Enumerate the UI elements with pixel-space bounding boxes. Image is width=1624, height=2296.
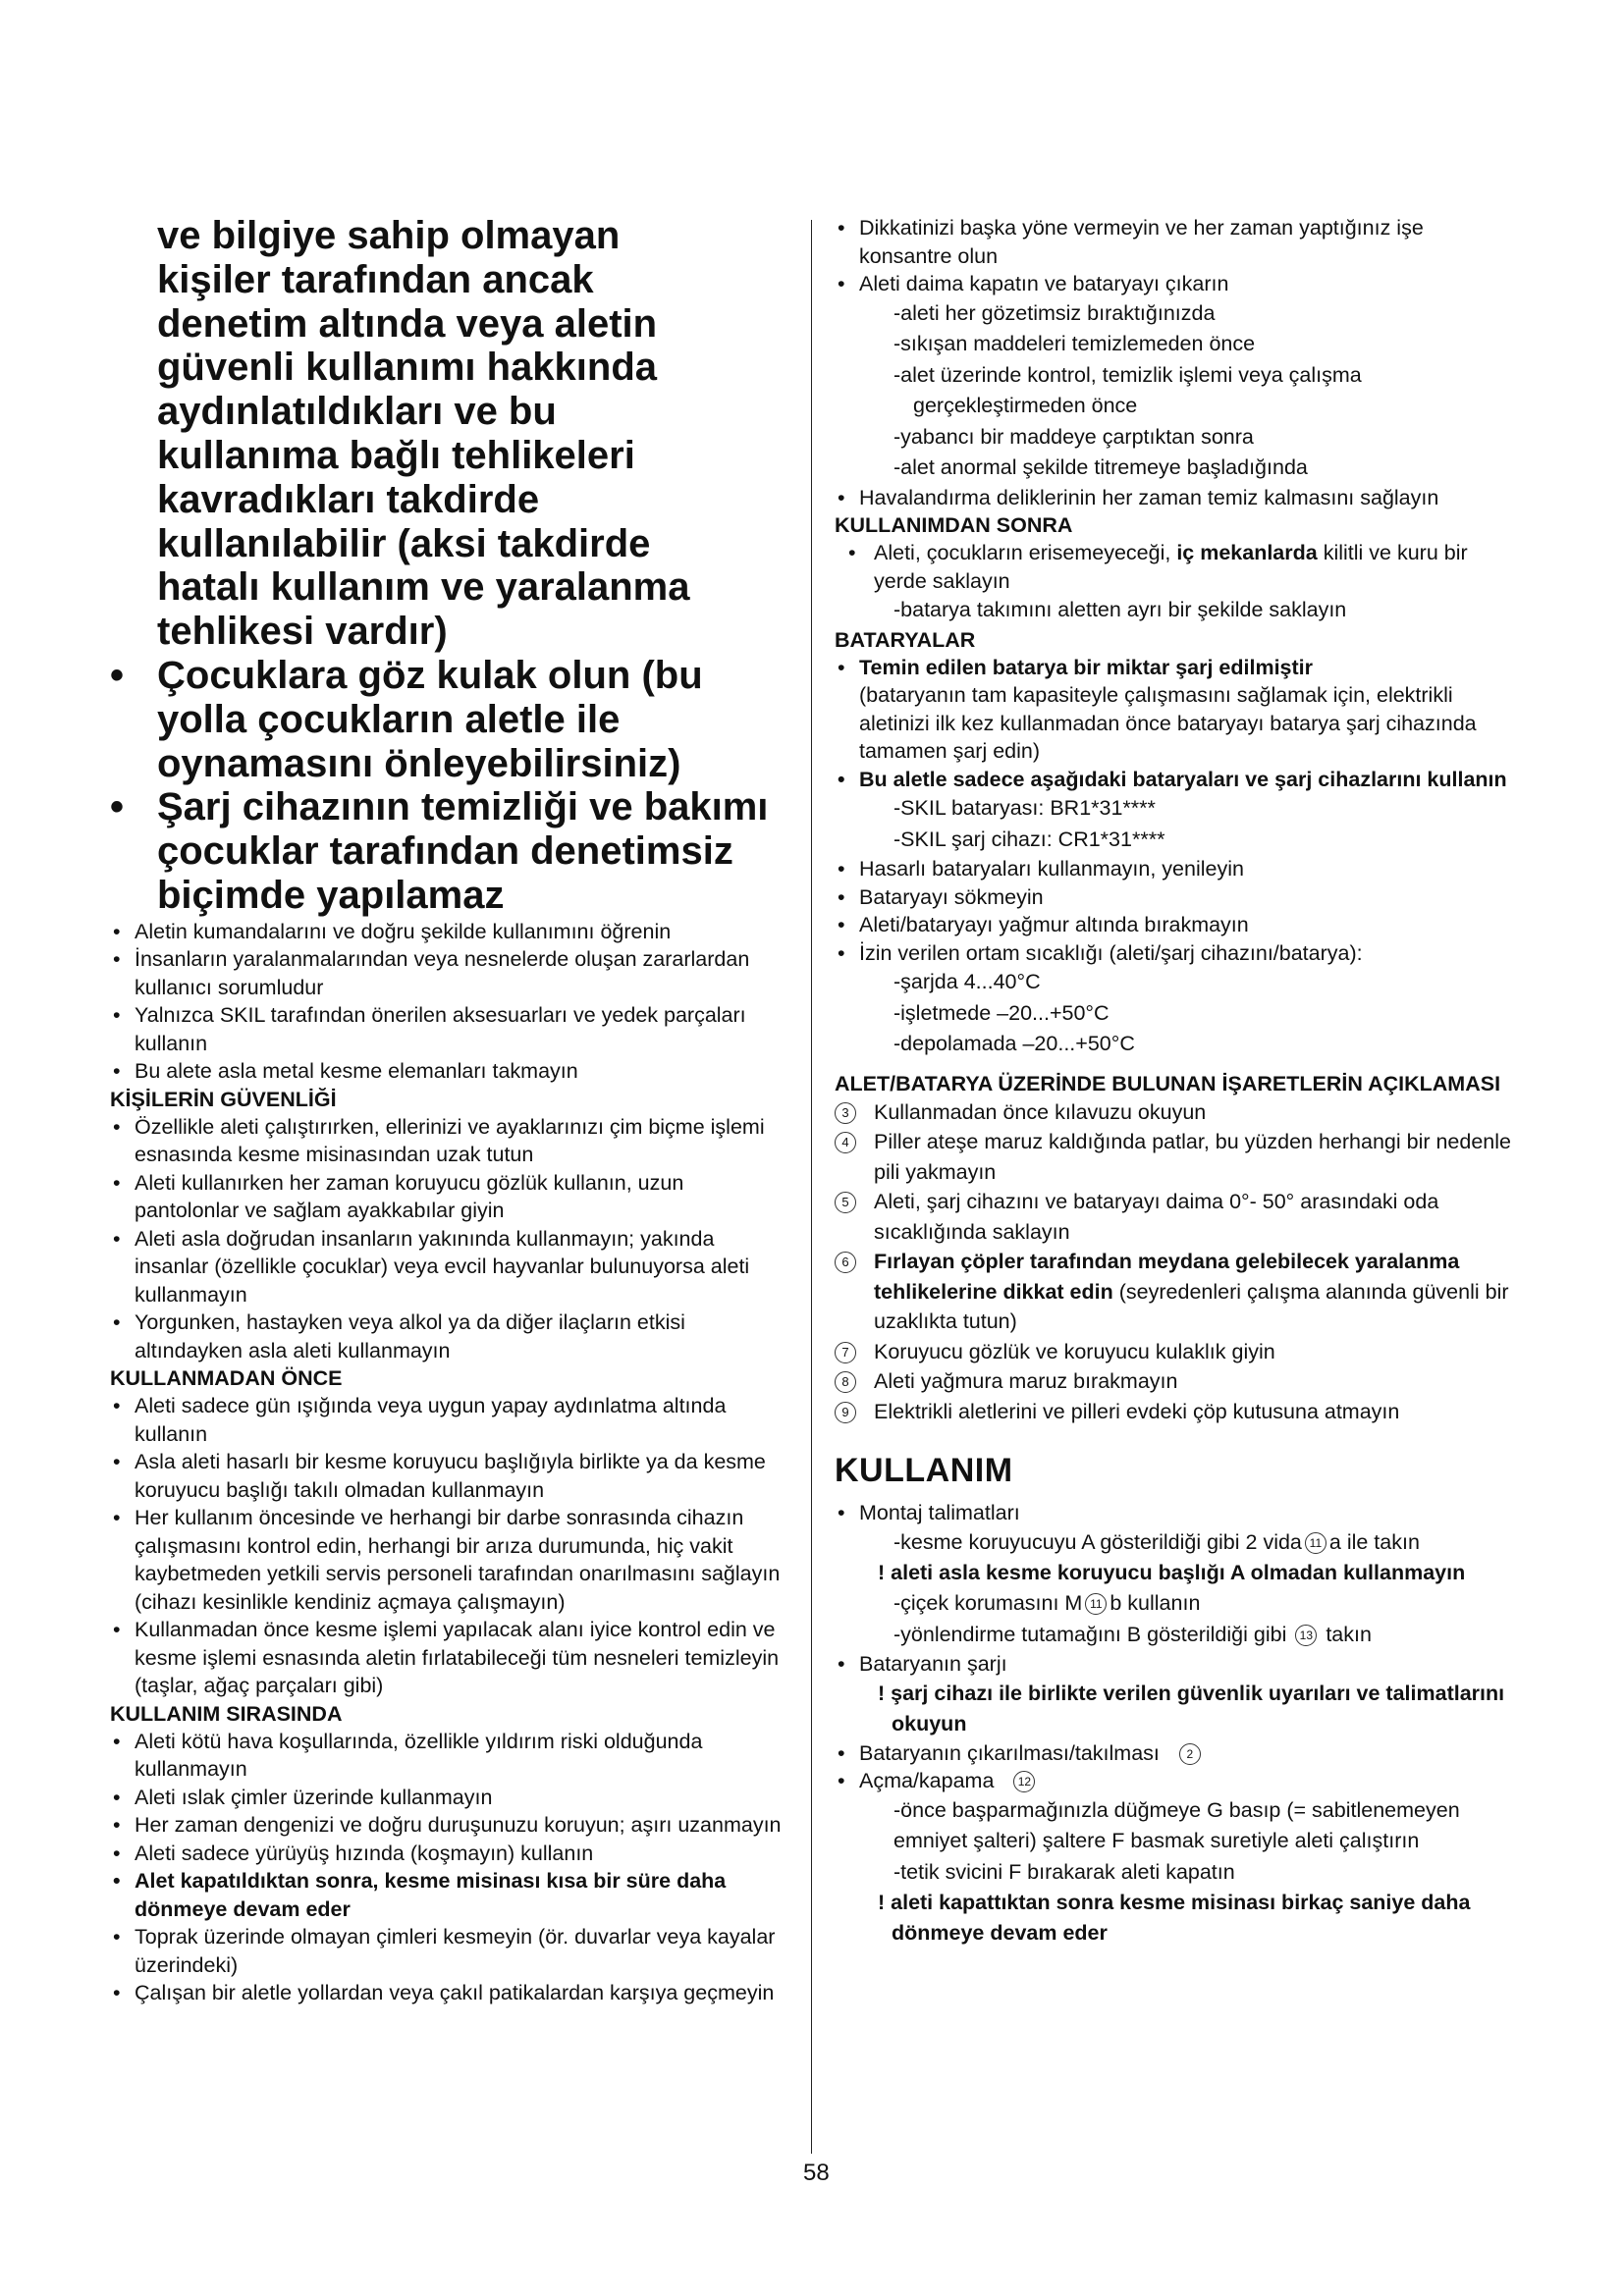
- sub-item: -aleti her gözetimsiz bıraktığınızda: [893, 300, 1216, 325]
- list-item: • Montaj talimatları: [835, 1499, 1522, 1527]
- list-item: • Yalnızca SKIL tarafından önerilen aksesuarları ve yedek parçaları kullanın: [110, 1001, 787, 1057]
- sub-item: -batarya takımını aletten ayrı bir şekilde saklayın: [893, 598, 1347, 621]
- sub-item: [835, 1527, 1522, 1559]
- list-item: • Dikkatinizi başka yöne vermeyin ve her zaman yaptığınız işe konsantre olun: [835, 214, 1522, 270]
- text: Kullanmadan önce kılavuzu okuyun: [874, 1099, 1207, 1124]
- circled-number-icon: 8: [835, 1371, 856, 1393]
- warning-line: kişiler tarafından ancak: [157, 257, 594, 301]
- warning-line: kavradıkları takdirde: [157, 477, 540, 521]
- list-item: • Bataryanın şarjı: [835, 1650, 1522, 1679]
- list-item: • Bataryayı sökmeyin: [835, 883, 1522, 912]
- sub-item: gerçekleştirmeden önce: [913, 394, 1138, 417]
- sub-item: [835, 1620, 1522, 1651]
- text-bold: Temin edilen batarya bir miktar şarj edilmiştir: [859, 655, 1314, 679]
- list-item: • Aleti ıslak çimler üzerinde kullanmayın: [110, 1784, 787, 1812]
- circled-number-icon: 11: [1305, 1532, 1326, 1554]
- warning-bullet-charger-cleaning: • Şarj cihazının temizliği ve bakımı çocuklar tarafından denetimsiz biçimde yapılamaz: [110, 785, 787, 917]
- list-item: • Hasarlı bataryaları kullanmayın, yenileyin: [835, 855, 1522, 883]
- text: Koruyucu gözlük ve koruyucu kulaklık giyin: [874, 1339, 1275, 1363]
- text: -yönlendirme tutamağını B gösterildiği gibi: [893, 1622, 1287, 1646]
- list-item-battery-charged: [835, 654, 1522, 766]
- sub-item: -önce başparmağınızla düğmeye G basıp (= sabitlenemeyen emniyet şalteri) şaltere F basmak suretiyle aleti çalıştırın: [893, 1797, 1460, 1852]
- warning-line: kullanılabilir (aksi takdirde: [157, 521, 651, 565]
- symbol-item: [835, 1337, 1522, 1367]
- warning-note: ! aleti kapattıktan sonra kesme misinası birkaç saniye daha dönmeye devam eder: [878, 1891, 1471, 1945]
- text: Aleti, çocukların erisemeyeceği,: [874, 541, 1171, 564]
- list-item: • Kullanmadan önce kesme işlemi yapılacak alanı iyice kontrol edin ve kesme işlemi esnasında aletin fırlatabileceği tüm nesneleri temizleyin (taşlar, ağaç parçaları gibi): [110, 1616, 787, 1700]
- text: takın: [1326, 1622, 1372, 1646]
- list-item: • İzin verilen ortam sıcaklığı (aleti/şarj cihazını/batarya):: [835, 939, 1522, 968]
- heading-during-use: KULLANIM SIRASINDA: [110, 1701, 343, 1726]
- text: a ile takın: [1328, 1529, 1420, 1554]
- circled-number-icon: 3: [835, 1102, 856, 1124]
- symbol-item: [835, 1366, 1522, 1397]
- circled-number-icon: 12: [1013, 1771, 1035, 1792]
- circled-number-icon: 4: [835, 1132, 856, 1153]
- list-item: • Toprak üzerinde olmayan çimleri kesmeyin (ör. duvarlar veya kayalar üzerindeki): [110, 1923, 787, 1979]
- list-item: • Aleti kötü hava koşullarında, özellikle yıldırım riski olduğunda kullanmayın: [110, 1728, 787, 1784]
- text-bold: Fırlayan çöpler tarafından meydana gelebilecek yaralanma tehlikelerine dikkat edin: [874, 1250, 1460, 1304]
- circled-number-icon: 6: [835, 1252, 856, 1273]
- child-safety-warning: [110, 214, 787, 918]
- symbol-item: [835, 1397, 1522, 1427]
- sub-item: [835, 1588, 1522, 1620]
- text: -kesme koruyucuyu A gösterildiği gibi 2 vida: [893, 1529, 1302, 1554]
- list-item: • Aleti daima kapatın ve bataryayı çıkarın: [835, 270, 1522, 298]
- warning-note: ! aleti asla kesme koruyucu başlığı A olmadan kullanmayın: [878, 1561, 1466, 1584]
- list-item: • Aleti/bataryayı yağmur altında bırakmayın: [835, 911, 1522, 939]
- text: Açma/kapama: [859, 1769, 995, 1792]
- symbol-item: [835, 1247, 1522, 1337]
- warning-bullet-children: • Çocuklara göz kulak olun (bu yolla çocukların aletle ile oynamasını önleyebilirsiniz): [110, 654, 787, 785]
- circled-number-icon: 2: [1179, 1743, 1201, 1765]
- text: Aleti, şarj cihazını ve bataryayı daima 0°- 50° arasındaki oda sıcaklığında saklayın: [874, 1190, 1439, 1244]
- list-item: • Aleti sadece gün ışığında veya uygun yapay aydınlatma altında kullanın: [110, 1392, 787, 1448]
- list-item: • Yorgunken, hastayken veya alkol ya da diğer ilaçların etkisi altındayken asla aleti kullanmayın: [110, 1308, 787, 1364]
- text: Aleti yağmura maruz bırakmayın: [874, 1369, 1178, 1393]
- list-item: • Bu alete asla metal kesme elemanları takmayın: [110, 1057, 787, 1086]
- text-bold: iç mekanlarda: [1176, 541, 1318, 564]
- sub-item: -alet üzerinde kontrol, temizlik işlemi veya çalışma: [893, 362, 1362, 387]
- text: (bataryanın tam kapasiteyle çalışmasını sağlamak için, elektrikli aletinizi ilk kez kullanmadan önce bataryayı batarya şarj cihazında tamamen şarj edin): [859, 683, 1477, 763]
- heading-batteries: BATARYALAR: [835, 627, 976, 652]
- sub-item: -SKIL bataryası: BR1*31****: [893, 796, 1156, 820]
- warning-line: güvenli kullanımı hakkında: [157, 346, 658, 390]
- symbol-item: [835, 1187, 1522, 1247]
- text: -çiçek korumasını M: [893, 1591, 1083, 1615]
- list-item: • Aleti kullanırken her zaman koruyucu gözlük kullanın, uzun pantolonlar ve sağlam ayakkabılar giyin: [110, 1169, 787, 1225]
- text: kilitli ve kuru bir yerde saklayın: [874, 541, 1468, 593]
- circled-number-icon: 9: [835, 1402, 856, 1423]
- warning-note: ! şarj cihazı ile birlikte verilen güvenlik uyarıları ve talimatlarını okuyun: [878, 1681, 1505, 1735]
- sub-item: -şarjda 4...40°C: [893, 970, 1041, 993]
- list-item-bold: • Bu aletle sadece aşağıdaki bataryaları ve şarj cihazlarını kullanın: [835, 766, 1522, 794]
- list-item: • Havalandırma deliklerinin her zaman temiz kalmasını sağlayın: [835, 484, 1522, 512]
- list-item-bold: • Alet kapatıldıktan sonra, kesme misinası kısa bir süre daha dönmeye devam eder: [110, 1867, 787, 1923]
- page-number: 58: [803, 2160, 830, 2186]
- list-item: • İnsanların yaralanmalarından veya nesnelerde oluşan zararlardan kullanıcı sorumludur: [110, 945, 787, 1001]
- list-item: • Çalışan bir aletle yollardan veya çakıl patikalardan karşıya geçmeyin: [110, 1979, 787, 2007]
- list-item: • Her zaman dengenizi ve doğru duruşunuzu koruyun; aşırı uzanmayın: [110, 1811, 787, 1840]
- sub-item: -yabancı bir maddeye çarptıktan sonra: [893, 424, 1254, 449]
- sub-item: -SKIL şarj cihazı: CR1*31****: [893, 827, 1165, 851]
- sub-item: -alet anormal şekilde titremeye başladığında: [893, 455, 1308, 479]
- sub-item: -işletmede –20...+50°C: [893, 1000, 1110, 1025]
- sub-item: -depolamada –20...+50°C: [893, 1032, 1135, 1055]
- heading-before-use: KULLANMADAN ÖNCE: [110, 1366, 343, 1391]
- circled-number-icon: 11: [1085, 1593, 1107, 1615]
- text: Piller ateşe maruz kaldığında patlar, bu yüzden herhangi bir nedenle pili yakmayın: [874, 1130, 1511, 1184]
- warning-line: kullanıma bağlı tehlikeleri: [157, 433, 635, 477]
- list-item: • Her kullanım öncesinde ve herhangi bir darbe sonrasında cihazın çalışmasını kontrol edin, herhangi bir arıza durumunda, hiç vakit kaybetmeden yetkili servis personeli tarafından onarılmasını sağlayın (cihazı kesinlikle kendiniz açmaya çalışmayın): [110, 1504, 787, 1616]
- column-divider: [811, 220, 812, 2154]
- circled-number-icon: 7: [835, 1342, 856, 1363]
- heading-personal-safety: KİŞİLERİN GÜVENLİĞİ: [110, 1087, 337, 1111]
- warning-line: hatalı kullanım ve yaralanma: [157, 565, 690, 610]
- circled-number-icon: 5: [835, 1192, 856, 1213]
- heading-usage: KULLANIM: [835, 1452, 1013, 1489]
- list-item: • Asla aleti hasarlı bir kesme koruyucu başlığıyla birlikte ya da kesme koruyucu başlığı takılı olmadan kullanmayın: [110, 1448, 787, 1504]
- list-item: • Aletin kumandalarını ve doğru şekilde kullanımını öğrenin: [110, 918, 787, 946]
- warning-line: ve bilgiye sahip olmayan: [157, 214, 621, 257]
- sub-item: -sıkışan maddeleri temizlemeden önce: [893, 332, 1256, 355]
- warning-line: denetim altında veya aletin: [157, 301, 658, 346]
- symbol-item: [835, 1127, 1522, 1187]
- warning-line: tehlikesi vardır): [157, 610, 448, 654]
- symbol-item: [835, 1097, 1522, 1128]
- text: Elektrikli aletlerini ve pilleri evdeki çöp kutusuna atmayın: [874, 1399, 1400, 1423]
- list-item: [835, 1767, 1522, 1795]
- heading-symbols: ALET/BATARYA ÜZERİNDE BULUNAN İŞARETLERİN AÇIKLAMASI: [835, 1071, 1501, 1095]
- list-item: • Aleti asla doğrudan insanların yakınında kullanmayın; yakında insanlar (özellikle çocuklar) veya evcil hayvanlar bulunuyorsa aleti kullanmayın: [110, 1225, 787, 1309]
- list-item: [835, 1739, 1522, 1768]
- heading-after-use: KULLANIMDAN SONRA: [835, 513, 1073, 537]
- left-column: [110, 214, 787, 2007]
- text: (seyredenleri çalışma alanında güvenli bir uzaklıkta tutun): [874, 1279, 1509, 1333]
- warning-line: aydınlatıldıkları ve bu: [157, 390, 557, 434]
- right-column: [835, 214, 1522, 1949]
- circled-number-icon: 13: [1295, 1625, 1317, 1646]
- text: Bataryanın çıkarılması/takılması: [859, 1740, 1160, 1765]
- sub-item: -tetik svicini F bırakarak aleti kapatın: [893, 1859, 1235, 1884]
- list-item: • Aleti sadece yürüyüş hızında (koşmayın) kullanın: [110, 1840, 787, 1868]
- list-item-storage: [835, 539, 1522, 595]
- text: b kullanın: [1110, 1591, 1201, 1615]
- list-item: • Özellikle aleti çalıştırırken, ellerinizi ve ayaklarınızı çim biçme işlemi esnasında kesme misinasından uzak tutun: [110, 1113, 787, 1169]
